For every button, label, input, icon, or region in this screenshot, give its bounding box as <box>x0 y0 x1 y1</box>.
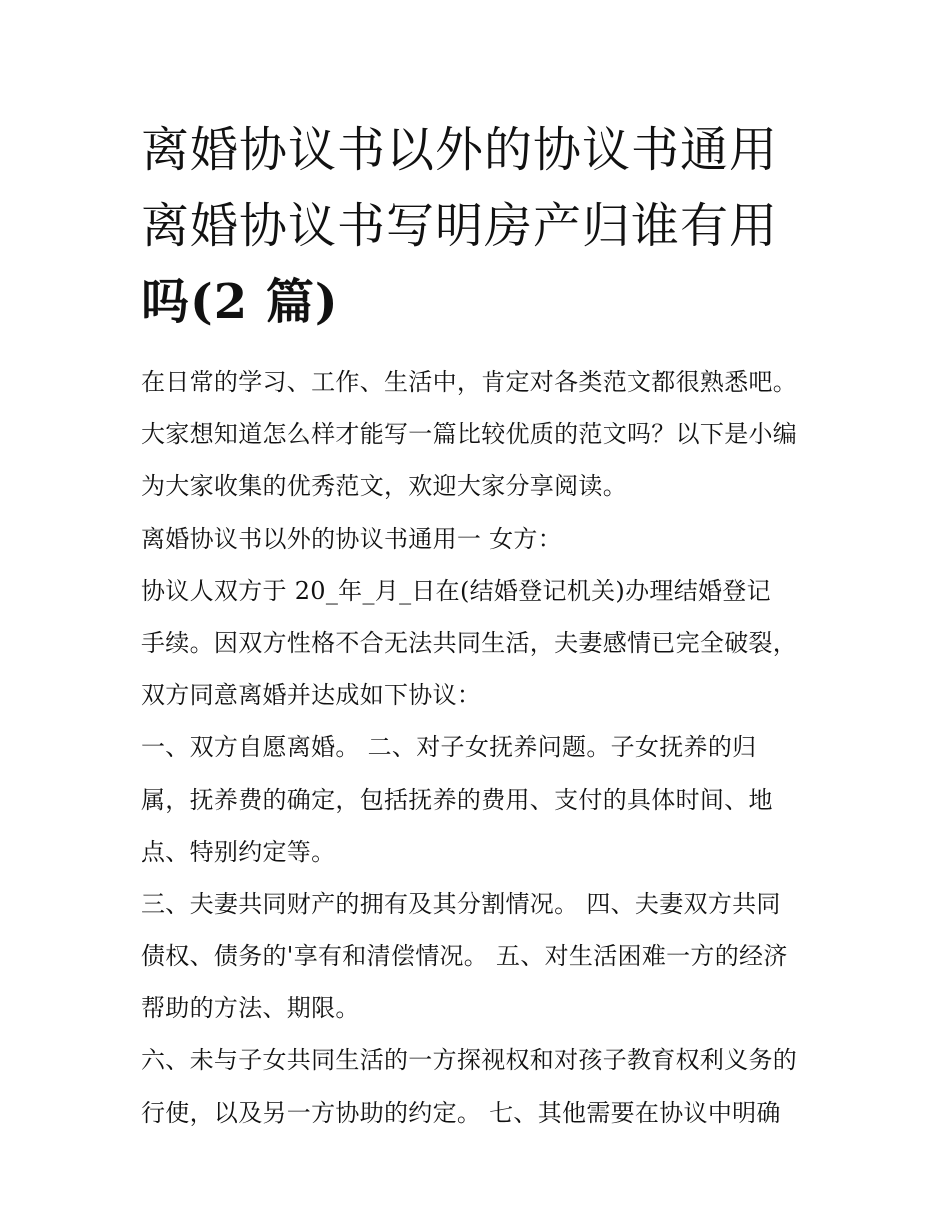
clause-line: 三、夫妻共同财产的拥有及其分割情况。 四、夫妻双方共同 <box>141 889 781 918</box>
body-line: 手续。因双方性格不合无法共同生活，夫妻感情已完全破裂， <box>141 628 798 657</box>
document-title <box>141 112 821 340</box>
body-line: 大家想知道怎么样才能写一篇比较优质的范文吗？以下是小编 <box>141 420 798 449</box>
clause-line: 六、未与子女共同生活的一方探视权和对孩子教育权利义务的 <box>141 1046 798 1075</box>
clause-line: 帮助的方法、期限。 <box>141 994 360 1023</box>
body-line: 在日常的学习、工作、生活中，肯定对各类范文都很熟悉吧。 <box>141 368 798 396</box>
body-line: 双方同意离婚并达成如下协议： <box>141 681 482 710</box>
document-body <box>141 356 821 1139</box>
section-heading-line: 离婚协议书以外的协议书通用一 女方： <box>141 524 563 553</box>
clause-line: 债权、债务的'享有和清偿情况。 五、对生活困难一方的经济 <box>141 942 788 971</box>
body-line: 为大家收集的优秀范文，欢迎大家分享阅读。 <box>141 472 627 501</box>
title-line: 离婚协议书以外的协议书通用 <box>141 122 779 178</box>
body-line: 协议人双方于 20_年_月_日在(结婚登记机关)办理结婚登记 <box>141 576 771 605</box>
clause-line: 一、双方自愿离婚。 二、对子女抚养问题。子女抚养的归 <box>141 733 757 762</box>
clause-line: 行使，以及另一方协助的约定。 七、其他需要在协议中明确 <box>141 1098 781 1127</box>
clause-line: 属，抚养费的确定，包括抚养的费用、支付的具体时间、地 <box>141 785 773 814</box>
title-line: 吗(2 篇) <box>141 274 339 330</box>
title-line: 离婚协议书写明房产归谁有用 <box>141 198 779 254</box>
clause-line: 点、特别约定等。 <box>141 837 336 866</box>
